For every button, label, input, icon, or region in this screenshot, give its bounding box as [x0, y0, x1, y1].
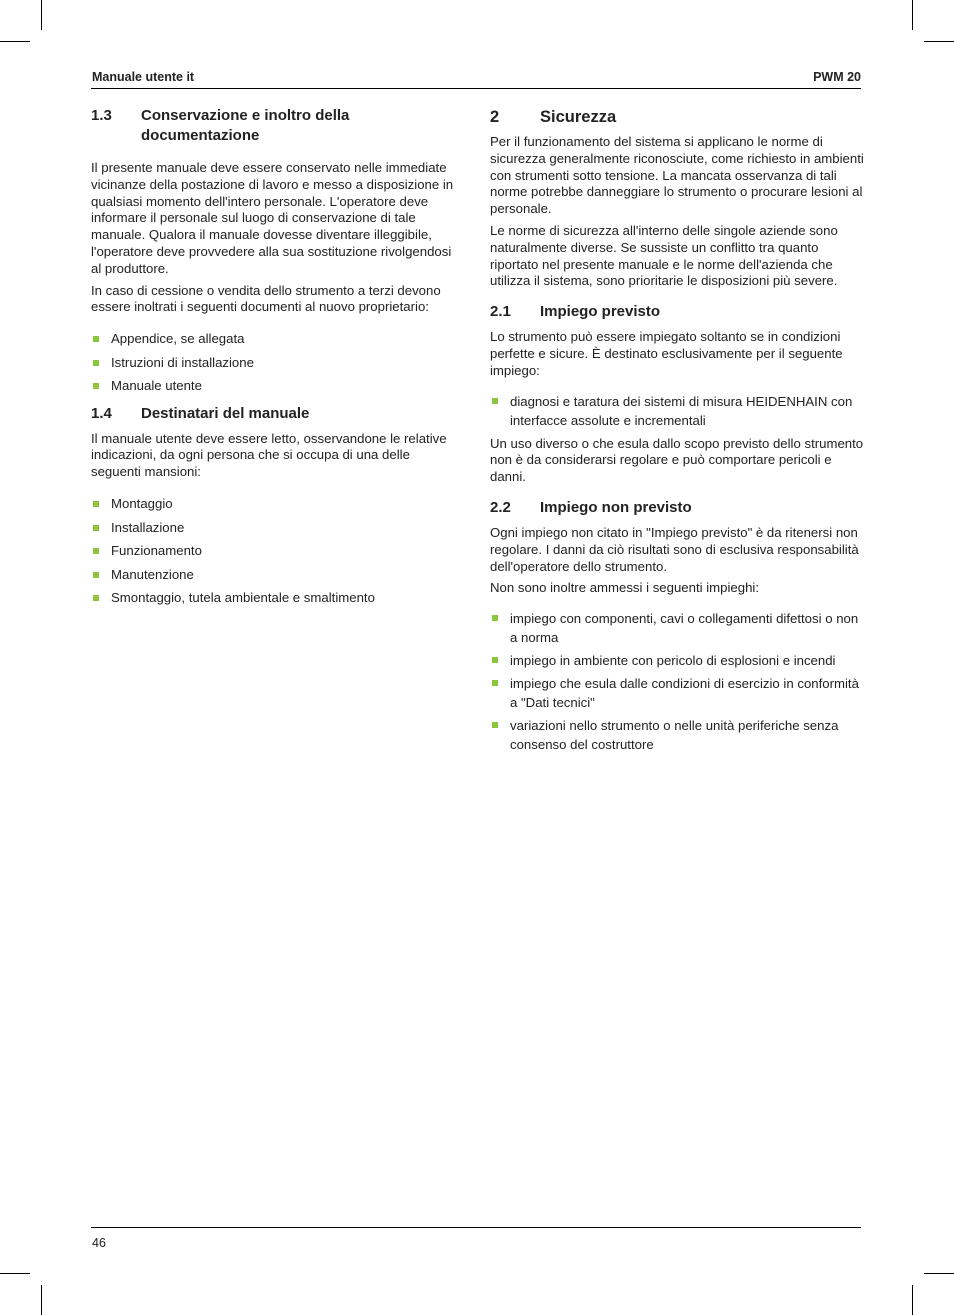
crop-mark	[912, 0, 913, 30]
list-item: variazioni nello strumento o nelle unità periferiche senza consenso del costruttore	[490, 716, 864, 754]
list-item: diagnosi e taratura dei sistemi di misura HEIDENHAIN con interfacce assolute e incrementali	[490, 392, 864, 430]
paragraph: Per il funzionamento del sistema si applicano le norme di sicurezza generalmente riconosciute, come richiesto in ambienti con strumenti sotto tensione. La mancata osservanza di tali norme potrebbe danneggiare lo strumento o procurare lesioni al personale.	[490, 134, 864, 217]
left-column	[91, 106, 463, 613]
list-item: Istruzioni di installazione	[91, 354, 463, 372]
crop-mark	[0, 1273, 30, 1274]
header-manual-title: Manuale utente it	[92, 70, 195, 84]
list-item: Appendice, se allegata	[91, 330, 463, 348]
header-product-name: PWM 20	[813, 70, 861, 84]
crop-mark	[41, 0, 42, 30]
bullet-list	[91, 495, 463, 607]
section-heading-1-3	[91, 106, 463, 146]
list-item: Installazione	[91, 519, 463, 537]
section-title: Impiego non previsto	[540, 498, 692, 516]
list-item: Funzionamento	[91, 542, 463, 560]
list-item: Montaggio	[91, 495, 463, 513]
paragraph: In caso di cessione o vendita dello strumento a terzi devono essere inoltrati i seguenti documenti al nuovo proprietario:	[91, 282, 441, 315]
page-header	[91, 68, 861, 89]
list-item: impiego che esula dalle condizioni di esercizio in conformità a "Dati tecnici"	[490, 674, 864, 712]
paragraph: Ogni impiego non citato in "Impiego previsto" è da ritenersi non regolare. I danni da ciò risultati sono di esclusiva responsabilità dell'operatore dello strumento.	[490, 524, 859, 574]
paragraph: Il manuale utente deve essere letto, osservandone le relative indicazioni, da ogni persona che si occupa di una delle seguenti mansioni:	[91, 430, 447, 480]
crop-mark	[924, 1273, 954, 1274]
bullet-list	[91, 330, 463, 395]
section-number: 2.2	[490, 498, 511, 516]
section-title: Conservazione e inoltro della documentazione	[141, 107, 350, 144]
chapter-title: Sicurezza	[540, 108, 617, 126]
list-item: Manutenzione	[91, 566, 463, 584]
list-item: Manuale utente	[91, 377, 463, 395]
right-column	[490, 106, 864, 758]
paragraph: Un uso diverso o che esula dallo scopo previsto dello strumento non è da considerarsi regolare e può comportare pericoli e danni.	[490, 435, 864, 485]
paragraph: Lo strumento può essere impiegato soltanto se in condizioni perfette e sicure. È destinato esclusivamente per il seguente impiego:	[490, 329, 843, 378]
chapter-heading-2	[490, 106, 864, 128]
list-item: impiego in ambiente con pericolo di esplosioni e incendi	[490, 651, 864, 670]
section-title: Impiego previsto	[540, 303, 661, 321]
page-footer	[91, 1227, 861, 1250]
page-number: 46	[92, 1236, 106, 1250]
section-number: 1.4	[91, 404, 112, 422]
paragraph: Non sono inoltre ammessi i seguenti impieghi:	[490, 580, 760, 596]
section-title: Destinatari del manuale	[141, 404, 310, 422]
list-item: impiego con componenti, cavi o collegamenti difettosi o non a norma	[490, 609, 864, 647]
section-heading-1-4	[91, 404, 463, 424]
bullet-list	[490, 392, 864, 430]
crop-mark	[41, 1285, 42, 1315]
paragraph: Il presente manuale deve essere conservato nelle immediate vicinanze della postazione di lavoro e messo a disposizione in qualsiasi momento dell'intero personale. L'operatore deve informare il personale sul luogo di conservazione di tale manuale. Qualora il manuale dovesse diventare illeggibile, l'operatore deve provvedere alla sua sostituzione rivolgendosi al produttore.	[91, 160, 454, 276]
chapter-number: 2	[490, 108, 500, 126]
crop-mark	[0, 41, 30, 42]
list-item: Smontaggio, tutela ambientale e smaltimento	[91, 589, 463, 607]
section-number: 2.1	[490, 303, 511, 321]
bullet-list	[490, 609, 864, 754]
crop-mark	[912, 1285, 913, 1315]
paragraph: Le norme di sicurezza all'interno delle singole aziende sono naturalmente diverse. Se sussiste un conflitto tra quanto riportato nel presente manuale e le norme dell'azienda che utilizza il sistema, sono prioritarie le disposizioni più severe.	[490, 222, 838, 289]
section-heading-2-1	[490, 302, 864, 322]
section-number: 1.3	[91, 107, 112, 124]
crop-mark	[924, 41, 954, 42]
section-heading-2-2	[490, 498, 864, 518]
